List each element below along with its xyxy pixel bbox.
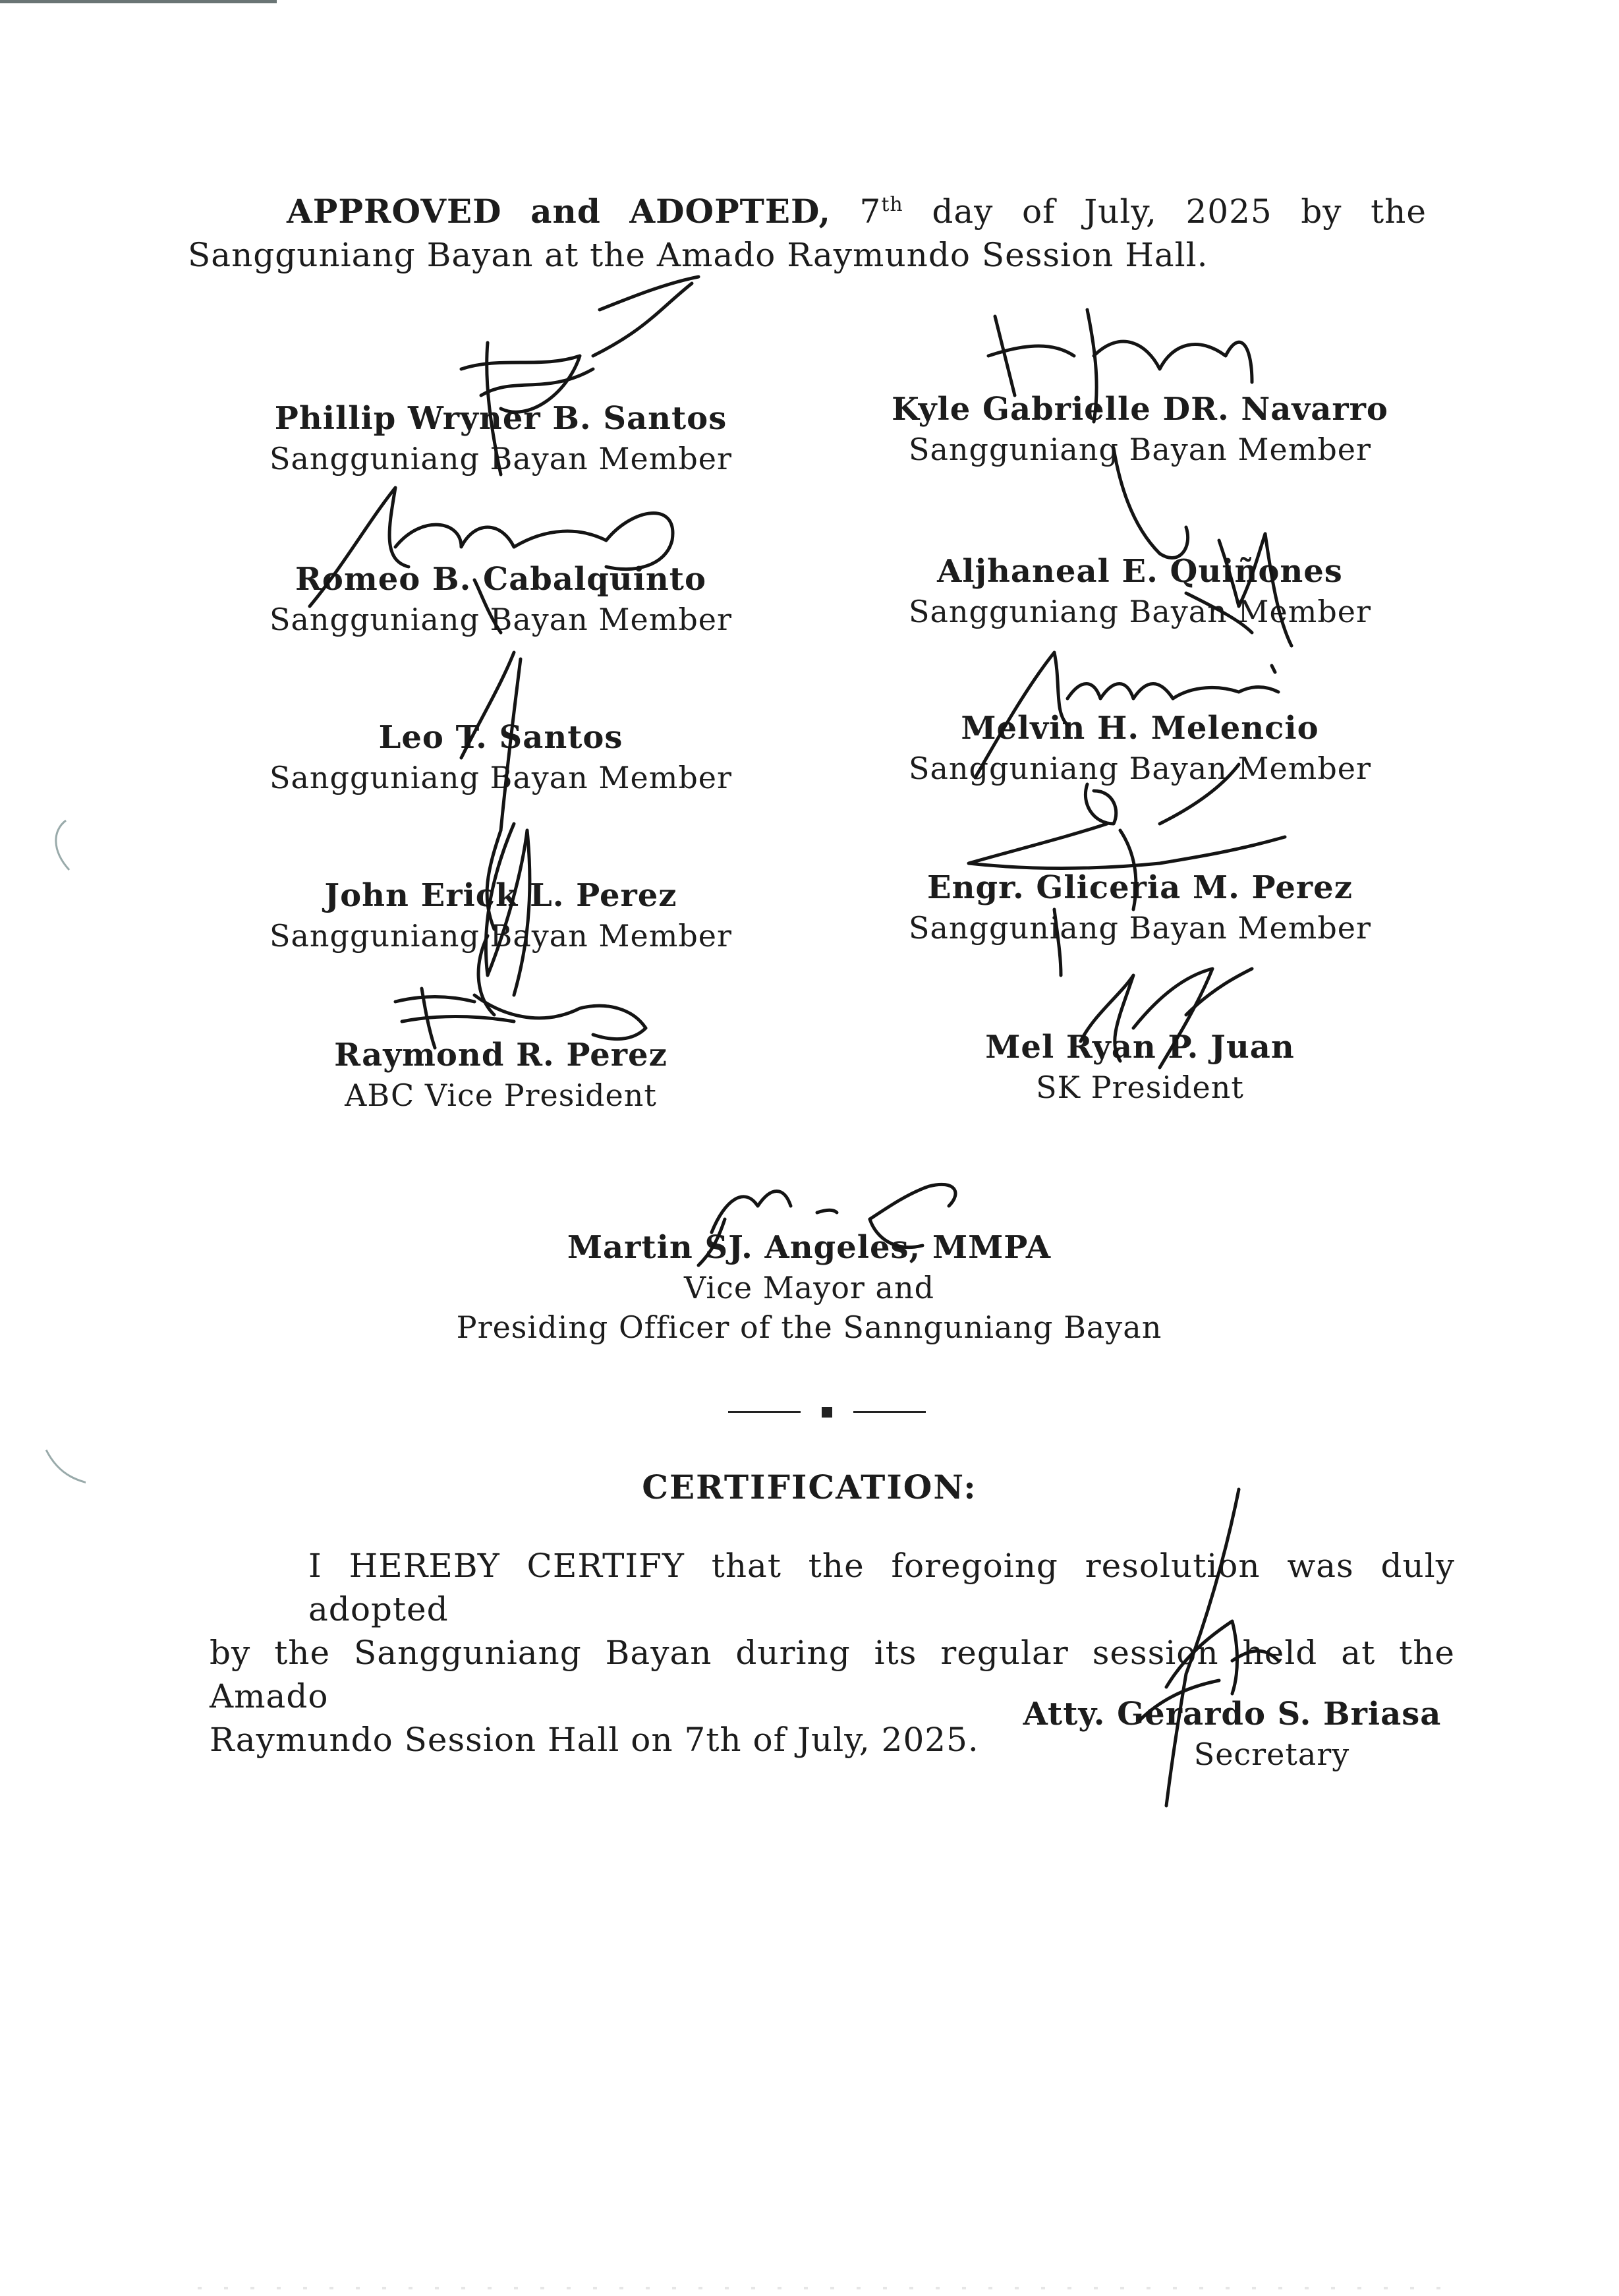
presiding-officer-title-1: Vice Mayor and <box>683 1270 935 1306</box>
signatory-block <box>237 398 764 478</box>
punch-hole-mark-upper <box>40 817 86 876</box>
signatory-block <box>876 867 1404 948</box>
certification-signer-name: Atty. Gerardo S. Briasa <box>1023 1696 1442 1733</box>
certification-heading: CERTIFICATION: <box>642 1468 977 1507</box>
signatory-block <box>237 559 764 639</box>
approval-paragraph <box>188 190 1427 277</box>
signatory-title: Sangguniang Bayan Member <box>269 918 733 954</box>
certification-line-2: by the Sangguniang Bayan during its regular session held at the Amado <box>210 1634 1455 1715</box>
certification-line-3: Raymundo Session Hall on 7th of July, 2025. <box>210 1721 979 1759</box>
signatory-block <box>876 389 1404 469</box>
section-divider <box>728 1404 926 1420</box>
signatory-block <box>237 717 764 797</box>
scan-edge-rule <box>0 0 277 3</box>
signatory-block <box>876 551 1404 631</box>
signatory-name: Engr. Gliceria M. Perez <box>927 869 1353 906</box>
signatory-title: Sangguniang Bayan Member <box>908 910 1372 946</box>
signatory-name: Raymond R. Perez <box>334 1037 667 1074</box>
certification-signer-block <box>969 1694 1496 1774</box>
signatory-title: Sangguniang Bayan Member <box>269 760 733 795</box>
signatory-name: Leo T. Santos <box>378 719 623 756</box>
presiding-officer-name: Martin SJ. Angeles, MMPA <box>567 1229 1052 1266</box>
presiding-officer-block <box>381 1227 1237 1347</box>
signatory-name: Romeo B. Cabalquinto <box>295 561 706 598</box>
signatory-name: John Erick L. Perez <box>324 877 677 914</box>
day-suffix: th <box>881 193 903 216</box>
adopted-label: ADOPTED, <box>629 192 831 231</box>
signatory-title: Sangguniang Bayan Member <box>908 432 1372 467</box>
signatory-name: Phillip Wryner B. Santos <box>274 400 727 437</box>
signatory-name: Mel Ryan P. Juan <box>985 1029 1295 1066</box>
approval-line-2: Sangguniang Bayan at the Amado Raymundo Session Hall. <box>188 236 1208 274</box>
and-word: and <box>530 192 601 231</box>
date-rest: day of July, 2025 by the <box>932 192 1427 231</box>
certification-line-1: I HEREBY CERTIFY that the foregoing resolution was duly adopted <box>308 1547 1455 1628</box>
signatory-title: Sangguniang Bayan Member <box>269 441 733 476</box>
signatory-block <box>876 708 1404 788</box>
signatory-title: ABC Vice President <box>345 1077 657 1113</box>
signatory-block <box>237 875 764 956</box>
signature-stray-stroke <box>600 277 698 310</box>
scan-bottom-artifact <box>198 2287 1450 2289</box>
divider-dash-right <box>853 1411 926 1413</box>
signatory-title: Sangguniang Bayan Member <box>908 751 1372 786</box>
approved-label: APPROVED <box>287 192 502 231</box>
signatory-title: Sangguniang Bayan Member <box>269 602 733 637</box>
divider-square <box>822 1407 832 1418</box>
signatory-block <box>876 1027 1404 1107</box>
certification-signer-title: Secretary <box>1193 1736 1350 1772</box>
signatory-name: Kyle Gabrielle DR. Navarro <box>892 391 1388 428</box>
signatory-title: SK President <box>1036 1070 1244 1105</box>
presiding-officer-title-2: Presiding Officer of the Sannguniang Bayan <box>456 1309 1162 1345</box>
signatory-title: Sangguniang Bayan Member <box>908 594 1372 629</box>
signatory-name: Melvin H. Melencio <box>961 710 1319 747</box>
divider-dash-left <box>728 1411 801 1413</box>
signatory-name: Aljhaneal E. Quiñones <box>937 553 1343 590</box>
approval-line-1 <box>188 190 1427 233</box>
day-number: 7 <box>859 192 882 231</box>
signatory-block <box>237 1035 764 1115</box>
